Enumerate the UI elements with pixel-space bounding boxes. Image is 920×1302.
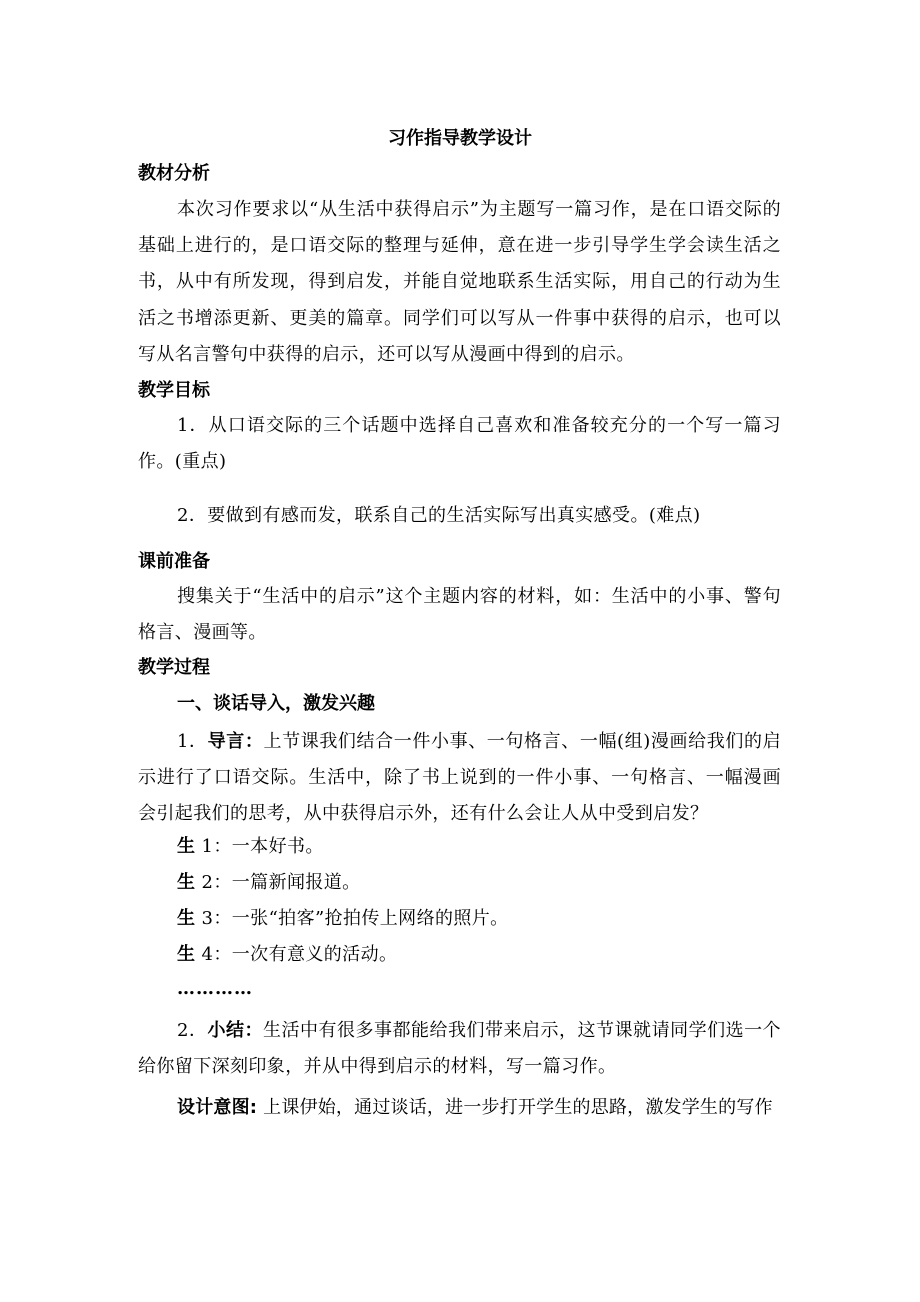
heading-preparation: 课前准备 (138, 551, 210, 572)
design-intent (177, 1095, 781, 1121)
student-text: 3：一张“拍客”抢拍传上网络的照片。 (201, 908, 509, 929)
student-text: 2：一篇新闻报道。 (201, 872, 361, 893)
student-answer-4 (177, 942, 397, 968)
intro-label: 导言： (207, 731, 264, 752)
heading-material-analysis: 教材分析 (138, 163, 210, 184)
step-1-heading: 一、谈话导入，激发兴趣 (177, 693, 375, 714)
student-answer-1 (177, 834, 324, 860)
student-answer-2 (177, 870, 361, 896)
student-text: 4：一次有意义的活动。 (201, 944, 398, 965)
student-label: 生 (177, 836, 196, 857)
student-answer-3 (177, 906, 509, 932)
intent-label: 设计意图: (177, 1097, 258, 1118)
summary-paragraph (138, 1013, 781, 1085)
intent-text: 上课伊始，通过谈话，进一步打开学生的思路，激发学生的写作 (263, 1097, 773, 1118)
paragraph-preparation: 搜集关于“生活中的启示”这个主题内容的材料，如：生活中的小事、警句格言、漫画等。 (138, 586, 781, 644)
document-title: 习作指导教学设计 (388, 128, 532, 149)
summary-text: 生活中有很多事都能给我们带来启示，这节课就请同学们选一个给你留下深刻印象，并从中得到启示的材料，写一篇习作。 (138, 1020, 781, 1078)
summary-label: 小结： (207, 1020, 263, 1041)
intro-number: 1． (177, 731, 208, 752)
summary-number: 2． (177, 1020, 208, 1041)
goal-1: 1．从口语交际的三个话题中选择自己喜欢和准备较充分的一个写一篇习作。(重点) (138, 415, 781, 473)
heading-teaching-goals: 教学目标 (138, 380, 210, 401)
student-label: 生 (177, 908, 196, 929)
paragraph-material-analysis: 本次习作要求以“从生活中获得启示”为主题写一篇习作，是在口语交际的基础上进行的，是口语交际的整理与延伸，意在进一步引导学生学会读生活之书，从中有所发现，得到启发，并能自觉地联系生活实际，用自己的行动为生活之书增添更新、更美的篇章。同学们可以写从一件事中获得的启示，也可以写从名言警句中获得的启示，还可以写从漫画中得到的启示。 (138, 199, 781, 365)
student-text: 1：一本好书。 (201, 836, 324, 857)
ellipsis: ………… (177, 978, 253, 999)
student-label: 生 (177, 872, 196, 893)
intro-text: 上节课我们结合一件小事、一句格言、一幅(组)漫画给我们的启示进行了口语交际。生活中，除了书上说到的一件小事、一句格言、一幅漫画会引起我们的思考，从中获得启示外，还有什么会让人从中受到启发？ (138, 731, 781, 825)
heading-teaching-process: 教学过程 (138, 657, 210, 678)
student-label: 生 (177, 944, 196, 965)
intro-paragraph (138, 724, 781, 833)
goal-2: 2．要做到有感而发，联系自己的生活实际写出真实感受。(难点) (177, 505, 701, 526)
